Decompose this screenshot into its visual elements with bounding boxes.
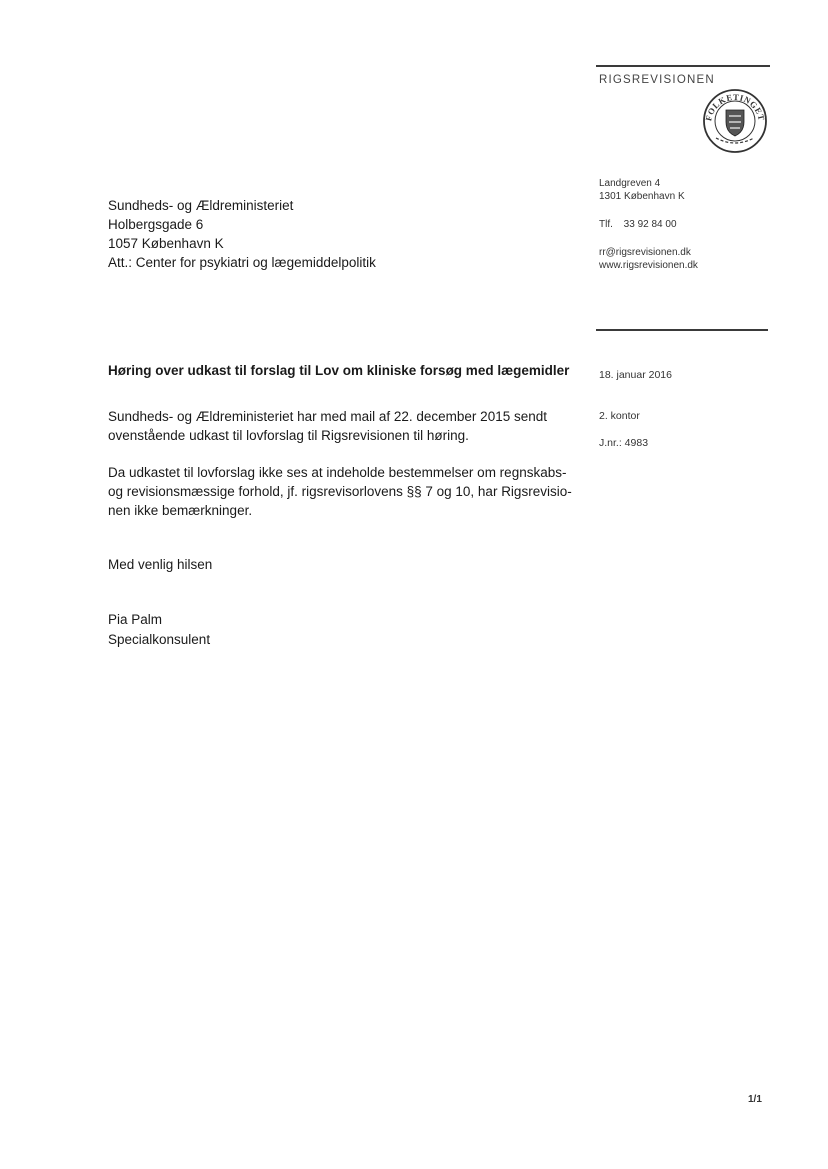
letter-office: 2. kontor	[599, 410, 640, 422]
folketinget-seal	[702, 88, 768, 154]
sender-website[interactable]: www.rigsrevisionen.dk	[599, 260, 698, 271]
paragraph-line: ovenstående udkast til lovforslag til Rigsrevisionen til høring.	[108, 428, 469, 443]
journal-number: J.nr.: 4983	[599, 437, 649, 449]
paragraph-line: Da udkastet til lovforslag ikke ses at indeholde bestemmelser om regnskabs-	[108, 465, 567, 480]
sender-email[interactable]: rr@rigsrevisionen.dk	[599, 247, 691, 258]
paragraph-2	[108, 463, 578, 520]
seal-text: FOLKETINGET	[703, 91, 767, 122]
header-rule	[596, 65, 770, 67]
recipient-line: Holbergsgade 6	[108, 217, 204, 232]
recipient-line: 1057 København K	[108, 236, 224, 251]
sender-street: Landgreven 4	[599, 178, 661, 189]
recipient-line: Att.: Center for psykiatri og lægemiddelpolitik	[108, 255, 376, 270]
sender-city: 1301 København K	[599, 191, 685, 202]
sender-rule	[596, 329, 768, 331]
paragraph-line: og revisionsmæssige forhold, jf. rigsrevisorlovens §§ 7 og 10, har Rigsrevisio-	[108, 484, 572, 499]
letter-date: 18. januar 2016	[599, 369, 672, 381]
sender-contact	[599, 246, 698, 272]
recipient-address	[108, 196, 376, 272]
greeting: Med venlig hilsen	[108, 557, 213, 572]
organization-name: RIGSREVISIONEN	[599, 74, 715, 86]
paragraph-line: Sundheds- og Ældreministeriet har med mail af 22. december 2015 sendt	[108, 409, 547, 424]
sender-address	[599, 177, 685, 203]
phone-number: 33 92 84 00	[623, 219, 677, 230]
phone-label: Tlf.	[599, 219, 613, 230]
signer-name: Pia Palm	[108, 612, 163, 627]
letter-subject: Høring over udkast til forslag til Lov om kliniske forsøg med lægemidler	[108, 363, 570, 378]
paragraph-line: nen ikke bemærkninger.	[108, 503, 253, 518]
page-number: 1/1	[748, 1094, 762, 1105]
paragraph-1	[108, 407, 578, 445]
signature-block	[108, 610, 210, 650]
signer-title: Specialkonsulent	[108, 632, 211, 647]
sender-phone-row	[599, 218, 677, 231]
recipient-line: Sundheds- og Ældreministeriet	[108, 198, 294, 213]
